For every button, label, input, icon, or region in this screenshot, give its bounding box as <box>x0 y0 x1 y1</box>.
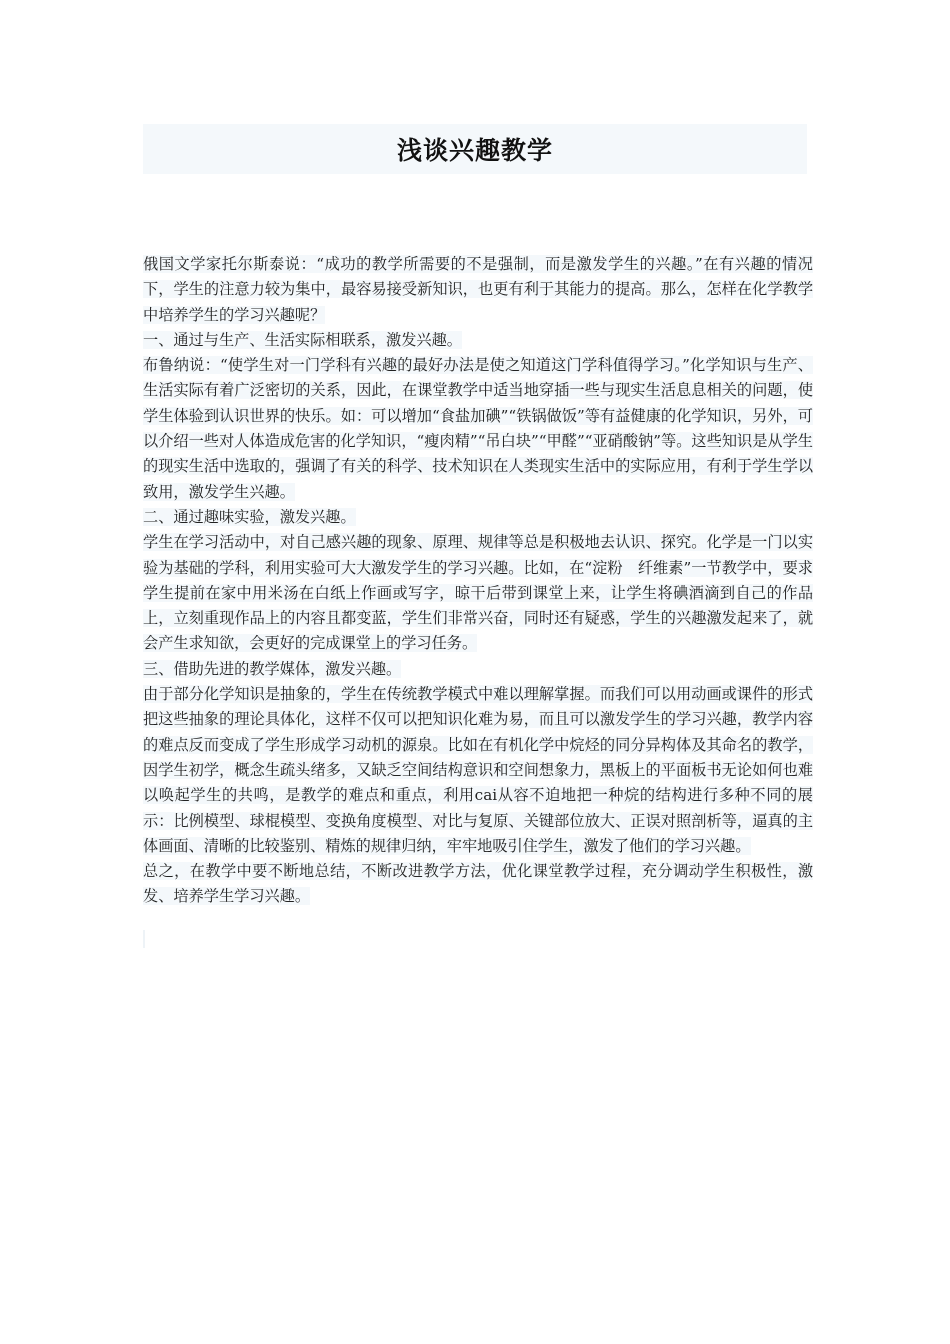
empty-line-marker <box>143 930 145 948</box>
section-heading-2 <box>143 505 813 530</box>
section-paragraph-3 <box>143 682 813 859</box>
document-title: 浅谈兴趣教学 <box>396 136 553 165</box>
section-heading-1 <box>143 328 813 353</box>
intro-paragraph <box>143 252 813 328</box>
heading-text: 二、通过趣味实验，激发兴趣。 <box>143 507 356 526</box>
paragraph-text: 俄国文学家托尔斯泰说：“成功的教学所需要的不是强制，而是激发学生的兴趣。”在有兴趣的情况下，学生的注意力较为集中，最容易接受新知识，也更有利于其能力的提高。那么，怎样在化学教学中培养学生的学习兴趣呢？ <box>143 255 813 324</box>
paragraph-text: 由于部分化学知识是抽象的，学生在传统教学模式中难以理解掌握。而我们可以用动画或课件的形式把这些抽象的理论具体化，这样不仅可以把知识化难为易，而且可以激发学生的学习兴趣，教学内容的难点反而变成了学生形成学习动机的源泉。比如在有机化学中烷烃的同分异构体及其命名的教学，因学生初学，概念生疏头绪多，又缺乏空间结构意识和空间想象力，黑板上的平面板书无论如何也难以唤起学生的共鸣，是教学的难点和重点，利用cai从容不迫地把一种烷的结构进行多种不同的展示：比例模型、球棍模型、变换角度模型、对比与复原、关键部位放大、正误对照剖析等，逼真的主体画面、清晰的比较鉴别、精炼的规律归纳，牢牢地吸引住学生，激发了他们的学习兴趣。 <box>143 685 813 855</box>
paragraph-text: 总之，在教学中要不断地总结，不断改进教学方法，优化课堂教学过程，充分调动学生积极性，激发、培养学生学习兴趣。 <box>143 862 813 906</box>
document-body <box>143 252 813 910</box>
conclusion-paragraph <box>143 859 813 910</box>
section-heading-3 <box>143 657 813 682</box>
paragraph-text: 布鲁纳说：“使学生对一门学科有兴趣的最好办法是使之知道这门学科值得学习。”化学知识与生产、生活实际有着广泛密切的关系，因此，在课堂教学中适当地穿插一些与现实生活息息相关的问题，使学生体验到认识世界的快乐。如：可以增加“食盐加碘”“铁锅做饭”等有益健康的化学知识，另外，可以介绍一些对人体造成危害的化学知识，“瘦肉精”“吊白块”“甲醛”“亚硝酸钠”等。这些知识是从学生的现实生活中选取的，强调了有关的科学、技术知识在人类现实生活中的实际应用，有利于学生学以致用，激发学生兴趣。 <box>143 356 813 501</box>
heading-text: 三、借助先进的教学媒体，激发兴趣。 <box>143 659 402 678</box>
title-banner <box>143 124 807 174</box>
heading-text: 一、通过与生产、生活实际相联系，激发兴趣。 <box>143 330 462 349</box>
section-paragraph-2 <box>143 530 813 656</box>
section-paragraph-1 <box>143 353 813 505</box>
paragraph-text: 学生在学习活动中，对自己感兴趣的现象、原理、规律等总是积极地去认识、探究。化学是一门以实验为基础的学科，利用实验可大大激发学生的学习兴趣。比如，在“淀粉 纤维素”一节教学中，要求学生提前在家中用米汤在白纸上作画或写字，晾干后带到课堂上来，让学生将碘酒滴到自己的作品上，立刻重现作品上的内容且都变蓝，学生们非常兴奋，同时还有疑惑，学生的兴趣激发起来了，就会产生求知欲，会更好的完成课堂上的学习任务。 <box>143 533 813 653</box>
